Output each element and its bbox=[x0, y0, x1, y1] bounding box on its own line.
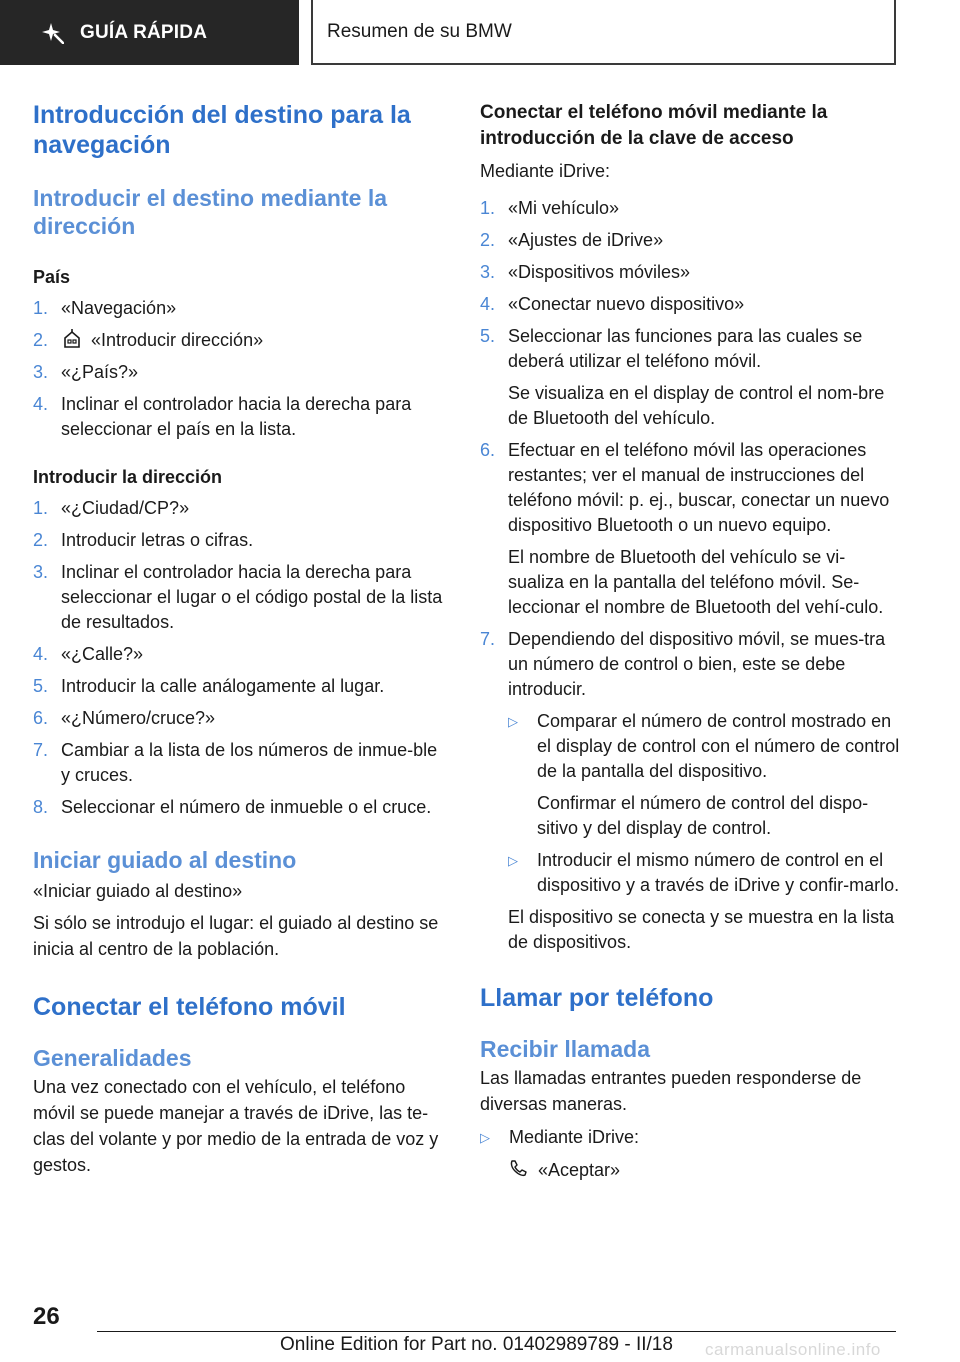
list-item: 3. Inclinar el controlador hacia la derecha para seleccionar el lugar o el código postal de la lista de resultados. bbox=[33, 562, 443, 632]
list-item: 4. «¿Calle?» bbox=[33, 644, 144, 664]
footer-divider bbox=[97, 1331, 896, 1332]
page-header bbox=[0, 0, 960, 65]
step6-note: El nombre de Bluetooth del vehículo se vi-sualiza en la pantalla del teléfono móvil. Se-leccionar el nombre de Bluetooth del vehí-culo. bbox=[508, 547, 884, 617]
pais-steps-list bbox=[33, 296, 443, 442]
mediante-idrive-intro: Mediante iDrive: bbox=[480, 161, 611, 181]
footer-edition: Online Edition for Part no. 01402989789 - II/18 bbox=[280, 1334, 673, 1355]
triangle-bullet-icon: ▷ bbox=[480, 1130, 490, 1145]
triangle-bullet-icon: ▷ bbox=[508, 714, 518, 729]
heading-generalidades: Generalidades bbox=[33, 1045, 192, 1071]
heading-iniciar-guiado: Iniciar guiado al destino bbox=[33, 847, 297, 873]
right-column bbox=[480, 100, 900, 1183]
heading-conectar-clave: Conectar el teléfono móvil mediante la introducción de la clave de acceso bbox=[480, 102, 828, 149]
aceptar-line: «Aceptar» bbox=[480, 1158, 900, 1183]
list-item: 2. «Introducir dirección» bbox=[33, 330, 264, 350]
chapter-title-box bbox=[311, 0, 896, 65]
list-item: 7. Dependiendo del dispositivo móvil, se mues-tra un número de control o bien, este se debe introducir. bbox=[480, 629, 886, 699]
section-tab-guia-rapida[interactable] bbox=[0, 0, 299, 65]
list-item: 5. Seleccionar las funciones para las cuales se deberá utilizar el teléfono móvil. bbox=[480, 326, 863, 371]
list-item: 7. Cambiar a la lista de los números de inmue-ble y cruces. bbox=[33, 740, 438, 785]
list-item: 1. «¿Ciudad/CP?» bbox=[33, 498, 190, 518]
list-item: 2. Introducir letras o cifras. bbox=[33, 530, 254, 550]
list-item: 5. Introducir la calle análogamente al lugar. bbox=[33, 676, 385, 696]
bullet-item: ▷ Mediante iDrive: bbox=[480, 1125, 900, 1150]
left-column bbox=[33, 100, 443, 1178]
recibir-paragraph: Las llamadas entrantes pueden responderse de diversas maneras. bbox=[480, 1068, 862, 1114]
step7-options bbox=[480, 709, 900, 898]
list-item: 3. «Dispositivos móviles» bbox=[480, 262, 691, 282]
bullet-item: ▷ Introducir el mismo número de control en el dispositivo y a través de iDrive y confir-marlo. bbox=[508, 848, 900, 898]
step7-final: El dispositivo se conecta y se muestra en la lista de dispositivos. bbox=[508, 907, 895, 952]
address-input-icon bbox=[61, 329, 83, 349]
list-item: 4. «Conectar nuevo dispositivo» bbox=[480, 294, 745, 314]
list-item: 1. «Mi vehículo» bbox=[480, 198, 620, 218]
chapter-title: Resumen de su BMW bbox=[327, 20, 512, 42]
triangle-bullet-icon: ▷ bbox=[508, 853, 518, 868]
section-tab-label: GUÍA RÁPIDA bbox=[80, 21, 208, 43]
watermark: carmanualsonline.info bbox=[705, 1340, 881, 1359]
list-item: 1. «Navegación» bbox=[33, 298, 177, 318]
step5-note: Se visualiza en el display de control el nom-bre de Bluetooth del vehículo. bbox=[508, 383, 885, 428]
guiado-paragraph-2: Si sólo se introdujo el lugar: el guiado al destino se inicia al centro de la población. bbox=[33, 913, 439, 959]
list-item: 4. Inclinar el controlador hacia la derecha para seleccionar el país en la lista. bbox=[33, 394, 412, 439]
guiado-paragraph-1: «Iniciar guiado al destino» bbox=[33, 881, 243, 901]
heading-recibir-llamada: Recibir llamada bbox=[480, 1036, 651, 1062]
page-number: 26 bbox=[33, 1303, 60, 1330]
heading-introducir-direccion: Introducir la dirección bbox=[33, 467, 223, 487]
list-item: 2. «Ajustes de iDrive» bbox=[480, 230, 664, 250]
clave-steps-list bbox=[480, 196, 900, 955]
bullet-item: ▷ Comparar el número de control mostrado en el display de control con el número de control de la pantalla del dispositivo. bbox=[508, 709, 900, 784]
heading-pais: País bbox=[33, 267, 71, 287]
step7-bullet1-note: Confirmar el número de control del dispo-sitivo y del display de control. bbox=[537, 793, 869, 838]
sparkle-icon bbox=[42, 22, 64, 44]
list-item: 6. Efectuar en el teléfono móvil las operaciones restantes; ver el manual de instrucciones del teléfono móvil: p. ej., buscar, conectar un nuevo dispositivo Bluetooth o un nuevo equipo. bbox=[480, 440, 890, 535]
phone-accept-icon bbox=[508, 1159, 530, 1179]
heading-introduccion-destino: Introducción del destino para la navegación bbox=[33, 101, 411, 159]
heading-conectar-telefono: Conectar el teléfono móvil bbox=[33, 993, 346, 1021]
list-item: 6. «¿Número/cruce?» bbox=[33, 708, 216, 728]
direccion-steps-list bbox=[33, 496, 443, 820]
heading-destino-direccion: Introducir el destino mediante la dirección bbox=[33, 185, 388, 239]
list-item: 8. Seleccionar el número de inmueble o el cruce. bbox=[33, 797, 432, 817]
generalidades-paragraph: Una vez conectado con el vehículo, el teléfono móvil se puede manejar a través de iDrive, las te-clas del volante y por medio de la entrada de voz y gestos. bbox=[33, 1077, 439, 1175]
heading-llamar-telefono: Llamar por teléfono bbox=[480, 984, 714, 1012]
list-item: 3. «¿País?» bbox=[33, 362, 139, 382]
